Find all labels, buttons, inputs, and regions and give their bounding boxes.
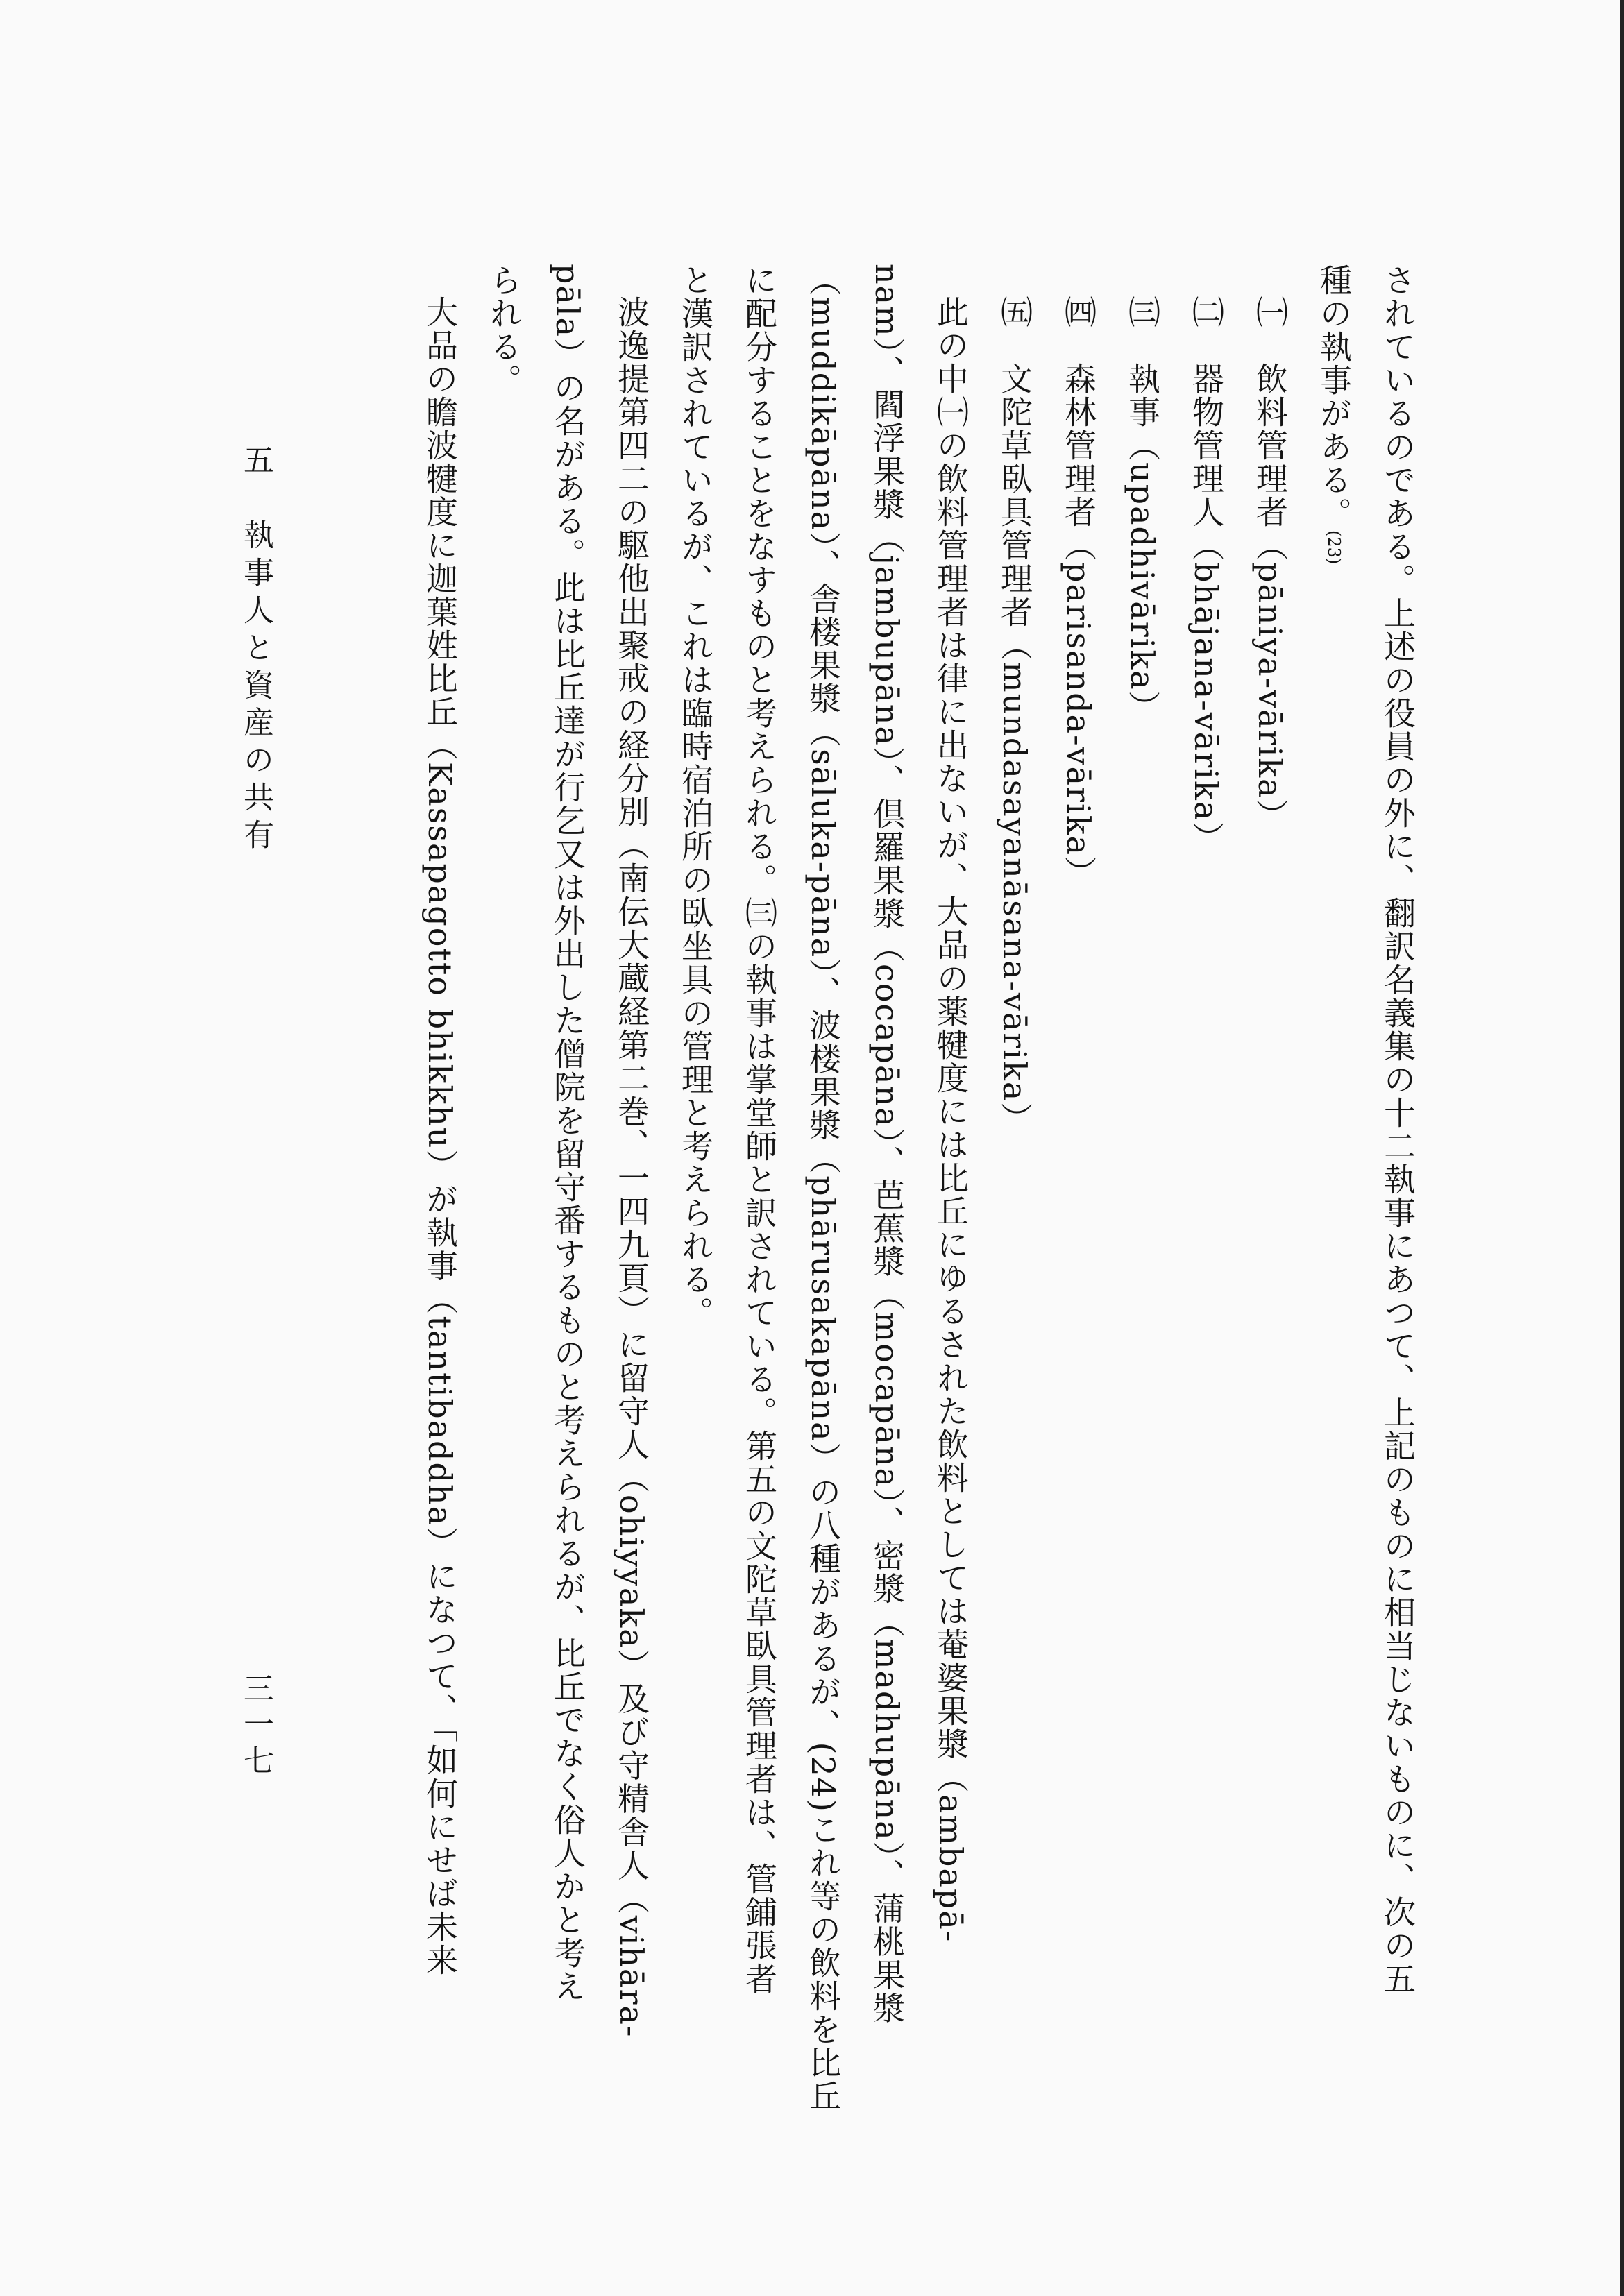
text-line-content: 種の執事がある。 [1315,264,1353,530]
footnote-ref: (23) [1324,530,1344,565]
paragraph-start: 此の中㈠の飲料管理者は律に出ないが、大品の薬犍度には比丘にゆるされた飲料としては菴婆果漿（ambapā- [932,296,970,1944]
list-item: ㈣ 森林管理者（parisanda-vārika） [1060,296,1097,890]
page-number: 三一七 [238,1672,273,1780]
text-line: に配分することをなすものと考えられる。㈢の執事は掌堂師と訳されている。第五の文陀草臥具管理者は、管鋪張者 [741,264,778,1996]
list-item: ㈢ 執事（upadhivārika） [1124,296,1161,724]
list-item: ㈠ 飲料管理者（pāniya-vārika） [1251,296,1289,833]
list-item: ㈤ 文陀草臥具管理者（mundasayanāsana-vārika） [996,296,1033,1136]
text-line [1302,264,1366,2068]
list-item: ㈡ 器物管理人（bhājana-vārika） [1187,296,1225,856]
paragraph-start: 波逸提第四二の駆他出聚戒の経分別（南伝大蔵経第二巻、一四九頁）に留守人（ohiyyaka）及び守精舎人（vihāra- [613,296,650,2039]
text-line: られる。 [485,264,523,397]
text-line: pāla）の名がある。此は比丘達が行乞又は外出した僧院を留守番するものと考えられるが、比丘でなく俗人かと考え [549,264,586,2004]
text-line: （muddikāpāna）、舎楼果漿（sāluka-pāna）、波楼果漿（phārusakapāna）の八種があるが、(24)これ等の飲料を比丘 [804,264,842,2113]
text-line: nam）、閻浮果漿（jambupāna）、倶羅果漿（cocapāna）、芭蕉漿（mocapāna）、密漿（madhupāna）、蒲桃果漿 [868,264,906,2025]
running-head: 五 執事人と資産の共有 [238,444,273,856]
text-line: と漢訳されているが、これは臨時宿泊所の臥坐具の管理と考えられる。 [677,264,714,1329]
body-text [408,264,1430,2113]
text-line: されているのである。上述の役員の外に、翻訳名義集の十二執事にあつて、上記のものに相当じないものに、次の五 [1379,264,1416,1996]
page-edge-border [1620,0,1624,2296]
paragraph-start: 大品の瞻波犍度に迦葉姓比丘（Kassapagotto bhikkhu）が執事（tantibaddha）になつて、「如何にせば未来 [421,296,459,1978]
